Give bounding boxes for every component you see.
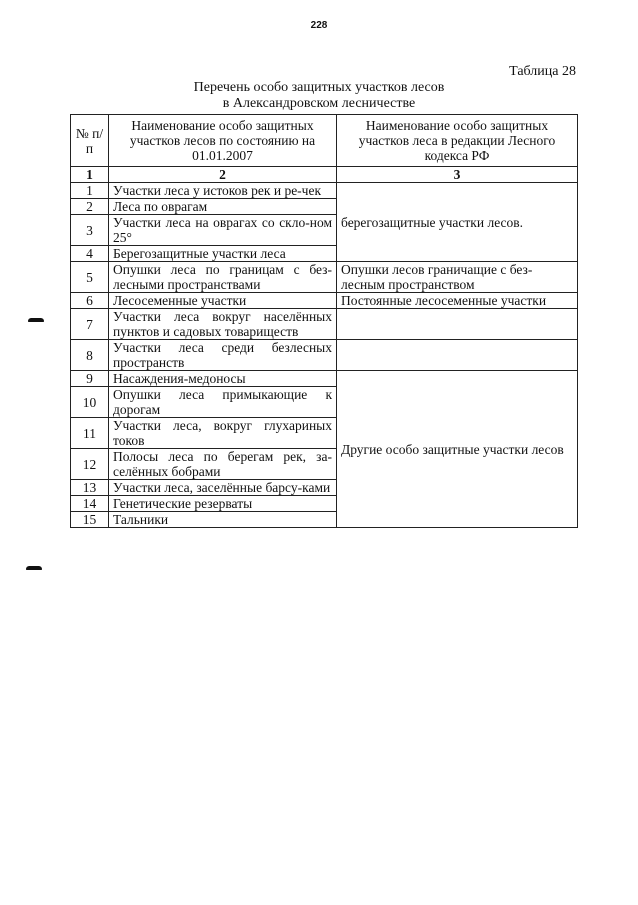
empty-cell	[337, 309, 578, 340]
empty-cell	[337, 340, 578, 371]
protected-areas-table	[70, 114, 578, 528]
header-new-name: Наименование особо защитных участков леса в редакции Лесного кодекса РФ	[337, 115, 578, 167]
table-label: Таблица 28	[509, 64, 576, 79]
row-name: Берегозащитные участки леса	[109, 246, 337, 262]
row-number: 15	[71, 512, 109, 528]
row-name: Участки леса у истоков рек и ре-чек	[109, 183, 337, 199]
row-name: Участки леса, вокруг глухариных токов	[109, 418, 337, 449]
row-name: Леса по оврагам	[109, 199, 337, 215]
table-row	[71, 262, 578, 293]
category-cell: Другие особо защитные участки лесов	[337, 371, 578, 528]
category-cell: Опушки лесов граничащие с без-лесным пространством	[337, 262, 578, 293]
row-number: 13	[71, 480, 109, 496]
row-number: 7	[71, 309, 109, 340]
category-cell: берегозащитные участки лесов.	[337, 183, 578, 262]
row-number: 4	[71, 246, 109, 262]
table-caption	[0, 80, 638, 112]
table-row	[71, 309, 578, 340]
row-number: 6	[71, 293, 109, 309]
table-row	[71, 371, 578, 387]
row-name: Участки леса, заселённые барсу-ками	[109, 480, 337, 496]
row-name: Опушки леса по границам с без-лесными пространствами	[109, 262, 337, 293]
row-name: Тальники	[109, 512, 337, 528]
page-number: 228	[310, 20, 328, 31]
table-row	[71, 183, 578, 199]
row-number: 9	[71, 371, 109, 387]
column-number-row	[71, 167, 578, 183]
table-row	[71, 293, 578, 309]
row-number: 1	[71, 183, 109, 199]
caption-line-1: Перечень особо защитных участков лесов	[193, 80, 445, 95]
caption-line-2: в Александровском лесничестве	[222, 96, 416, 111]
row-name: Лесосеменные участки	[109, 293, 337, 309]
row-name: Генетические резерваты	[109, 496, 337, 512]
column-number: 2	[109, 167, 337, 183]
binder-hole-mark	[26, 566, 42, 570]
row-name: Участки леса на оврагах со скло-ном 25°	[109, 215, 337, 246]
column-number: 3	[337, 167, 578, 183]
header-old-name: Наименование особо защитных участков лесов по состоянию на 01.01.2007	[109, 115, 337, 167]
row-name: Полосы леса по берегам рек, за-селённых бобрами	[109, 449, 337, 480]
row-number: 2	[71, 199, 109, 215]
row-number: 10	[71, 387, 109, 418]
row-name: Насаждения-медоносы	[109, 371, 337, 387]
category-cell: Постоянные лесосеменные участки	[337, 293, 578, 309]
header-number: № п/п	[71, 115, 109, 167]
row-number: 5	[71, 262, 109, 293]
row-number: 3	[71, 215, 109, 246]
table-row	[71, 340, 578, 371]
row-name: Участки леса среди безлесных пространств	[109, 340, 337, 371]
row-number: 14	[71, 496, 109, 512]
column-number: 1	[71, 167, 109, 183]
row-number: 11	[71, 418, 109, 449]
row-name: Участки леса вокруг населённых пунктов и садовых товариществ	[109, 309, 337, 340]
header-row	[71, 115, 578, 167]
binder-hole-mark	[28, 318, 44, 322]
row-number: 8	[71, 340, 109, 371]
row-name: Опушки леса примыкающие к дорогам	[109, 387, 337, 418]
row-number: 12	[71, 449, 109, 480]
